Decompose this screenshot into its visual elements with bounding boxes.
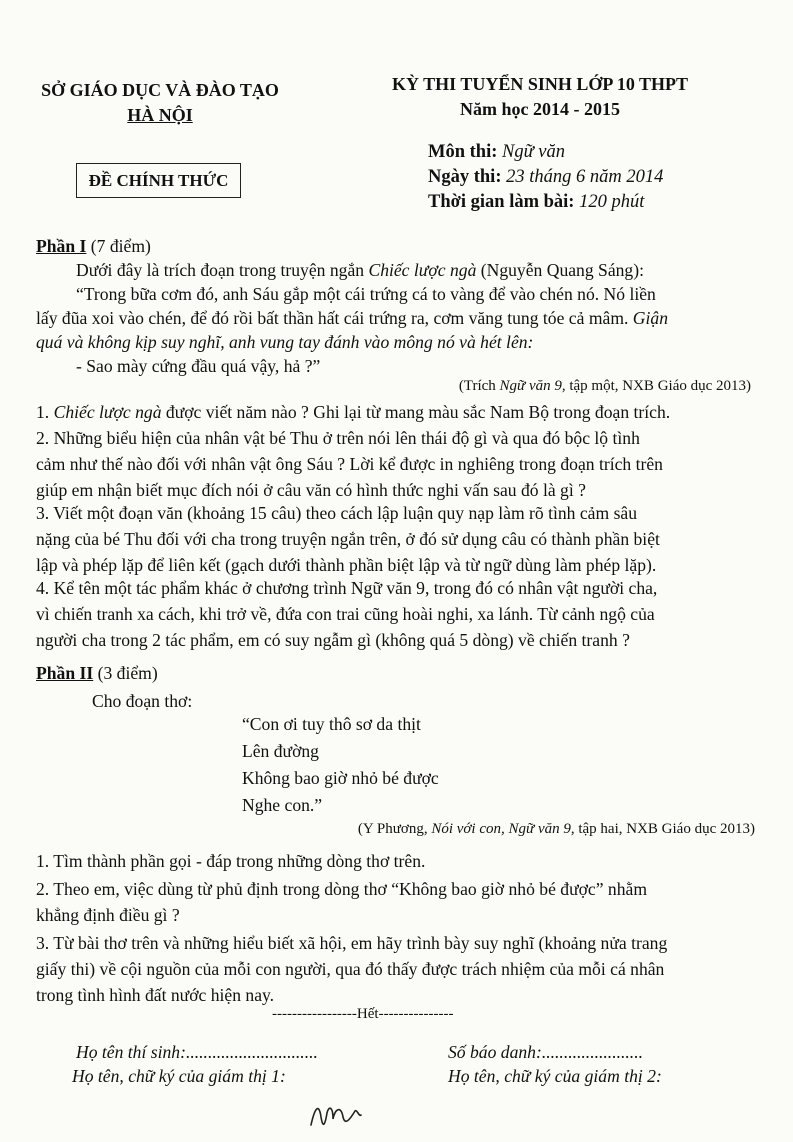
- part2-question-1: 1. Tìm thành phần gọi - đáp trong những dòng thơ trên.: [36, 851, 426, 871]
- part1-question-2: [36, 425, 663, 503]
- excerpt-line-2: [36, 305, 668, 331]
- part2-source-pre: (Y Phương,: [357, 821, 432, 837]
- part2-source: [358, 818, 755, 840]
- part1-heading: [36, 233, 151, 259]
- proctor1-signature-field: Họ tên, chữ ký của giám thị 1:: [72, 1066, 286, 1086]
- poem-line: “Con ơi tuy thô sơ da thịt: [242, 714, 421, 734]
- part1-source-pre: (Trích: [458, 378, 500, 394]
- date-label: Ngày thi:: [428, 167, 502, 187]
- q2-line: 2. Những biểu hiện của nhân vật bé Thu ở trên nói lên thái độ gì và qua đó bộc lộ tình: [36, 428, 640, 448]
- end-mark: -----------------Hết---------------: [272, 1006, 454, 1022]
- poem-line: Nghe con.”: [242, 795, 323, 815]
- part1-intro-work: Chiếc lược ngà: [368, 260, 477, 280]
- p2q3-line: trong tình hình đất nước hiện nay.: [36, 985, 275, 1005]
- time-value: 120 phút: [579, 192, 645, 212]
- subject-label: Môn thi:: [428, 142, 498, 162]
- official-exam-stamp: ĐỀ CHÍNH THỨC: [76, 163, 241, 198]
- q2-line: cảm như thế nào đối với nhân vật ông Sáu ? Lời kể được in nghiêng trong đoạn trích trên: [36, 454, 663, 474]
- poem-line: Không bao giờ nhỏ bé được: [242, 768, 439, 788]
- p2q3-line: giấy thi) về cội nguồn của mỗi con người, qua đó thấy được trách nhiệm của mỗi cá nhân: [36, 959, 665, 979]
- q3-line: 3. Viết một đoạn văn (khoảng 15 câu) theo cách lập luận quy nạp làm rõ tình cảm sâu: [36, 503, 638, 523]
- q4-line: người cha trong 2 tác phẩm, em có suy ngẫm gì (không quá 5 dòng) về chiến tranh ?: [36, 630, 630, 650]
- part2-source-work: Nói với con, Ngữ văn 9: [431, 821, 571, 837]
- excerpt-line-2-text: lấy đũa xoi vào chén, để đó rồi bất thần hất cái trứng ra, cơm văng tung tóe cả mâm.: [36, 308, 629, 328]
- proctor2-signature-field: Họ tên, chữ ký của giám thị 2:: [448, 1066, 662, 1086]
- exam-title: [380, 72, 700, 122]
- part2-intro: Cho đoạn thơ:: [92, 691, 193, 711]
- p2q2-line: 2. Theo em, việc dùng từ phủ định trong dòng thơ “Không bao giờ nhỏ bé được” nhằm: [36, 879, 648, 899]
- candidate-number-field: Số báo danh:.......................: [448, 1042, 643, 1062]
- excerpt-line-1: “Trong bữa cơm đó, anh Sáu gắp một cái trứng cá to vàng để vào chén nó. Nó liền: [76, 284, 656, 304]
- part2-question-3: [36, 930, 667, 1008]
- part2-title: Phần II: [36, 663, 94, 683]
- exam-info: [428, 140, 663, 215]
- part1-source-post: , tập một, NXB Giáo dục 2013): [561, 378, 751, 394]
- department-name: [40, 78, 280, 128]
- excerpt-line-2-italic: Giận: [628, 308, 668, 328]
- time-label: Thời gian làm bài:: [428, 192, 575, 212]
- subject-value: Ngữ văn: [502, 142, 566, 162]
- part2-question-2: [36, 876, 647, 928]
- p2q3-line: 3. Từ bài thơ trên và những hiểu biết xã hội, em hãy trình bày suy nghĩ (khoảng nửa trang: [36, 933, 668, 953]
- excerpt-line-4: - Sao mày cứng đầu quá vậy, hả ?”: [76, 356, 321, 376]
- part1-question-4: [36, 575, 657, 653]
- date-value: 23 tháng 6 năm 2014: [506, 167, 664, 187]
- q2-line: giúp em nhận biết mục đích nói ở câu văn có hình thức nghi vấn sau đó là gì ?: [36, 480, 586, 500]
- poem-line: Lên đường: [242, 741, 319, 761]
- handwritten-signature: [305, 1095, 365, 1133]
- part1-intro-author: (Nguyễn Quang Sáng):: [476, 260, 644, 280]
- exam-name: KỲ THI TUYỂN SINH LỚP 10 THPT: [391, 74, 689, 94]
- part1-intro: [76, 257, 644, 283]
- q4-line: vì chiến tranh xa cách, khi trở về, đứa con trai cũng hoài nghi, xa lánh. Từ cảnh ngộ của: [36, 604, 655, 624]
- q3-line: lập và phép lặp để liên kết (gạch dưới thành phần biệt lập và từ ngữ dùng làm phép lặp).: [36, 555, 657, 575]
- part1-question-3: [36, 500, 660, 578]
- poem-block: [242, 711, 439, 819]
- part1-source-work: Ngữ văn 9: [499, 378, 562, 394]
- school-year: Năm học 2014 - 2015: [460, 99, 620, 119]
- excerpt-line-3: quá và không kịp suy nghĩ, anh vung tay đánh vào mông nó và hét lên:: [36, 332, 534, 352]
- p2q2-line: khẳng định điều gì ?: [36, 905, 180, 925]
- part1-points: (7 điểm): [90, 236, 151, 256]
- city-line: HÀ NỘI: [127, 105, 193, 125]
- part1-intro-text: Dưới đây là trích đoạn trong truyện ngắn: [76, 260, 369, 280]
- candidate-name-field: Họ tên thí sinh:..............................: [76, 1042, 318, 1062]
- q4-line: 4. Kể tên một tác phẩm khác ở chương trình Ngữ văn 9, trong đó có nhân vật người cha,: [36, 578, 658, 598]
- q1-number: 1.: [36, 402, 54, 422]
- part2-heading: [36, 660, 158, 686]
- part1-title: Phần I: [36, 236, 87, 256]
- part1-source: [459, 375, 751, 397]
- part2-source-post: , tập hai, NXB Giáo dục 2013): [570, 821, 755, 837]
- part1-question-1: [36, 399, 670, 425]
- department-line: SỞ GIÁO DỤC VÀ ĐÀO TẠO: [41, 80, 279, 100]
- q1-text: được viết năm nào ? Ghi lại từ mang màu sắc Nam Bộ trong đoạn trích.: [161, 402, 671, 422]
- q3-line: nặng của bé Thu đối với cha trong truyện ngắn trên, ở đó sử dụng câu có thành phần biệt: [36, 529, 660, 549]
- q1-work: Chiếc lược ngà: [53, 402, 162, 422]
- part2-points: (3 điểm): [97, 663, 158, 683]
